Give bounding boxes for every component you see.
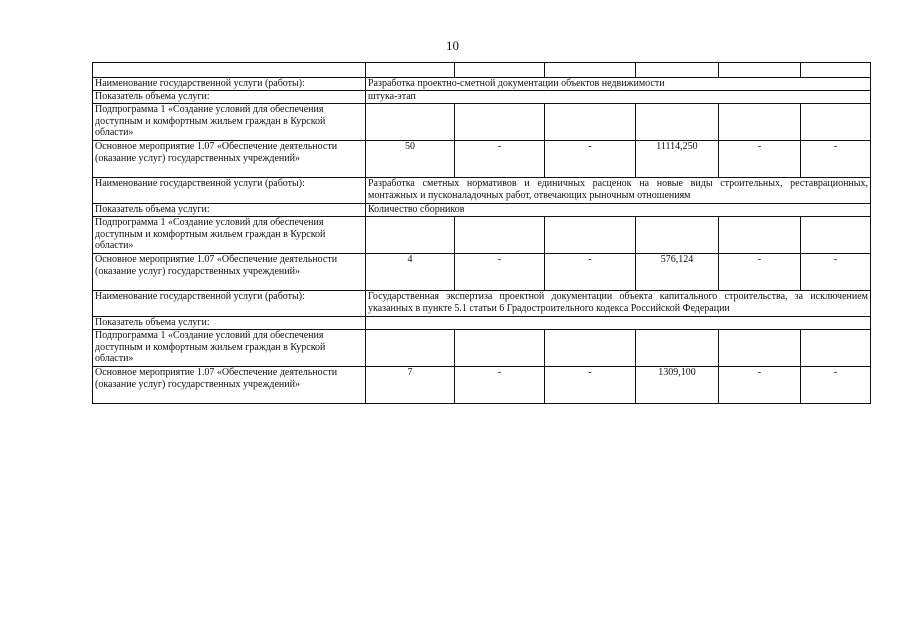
value-cell: - bbox=[545, 254, 636, 291]
service-name-value: Разработка проектно-сметной документации объектов недвижимости bbox=[366, 78, 871, 91]
indicator-row bbox=[93, 204, 871, 217]
value-cell: - bbox=[455, 254, 545, 291]
indicator-row bbox=[93, 317, 871, 330]
activity-row bbox=[93, 254, 871, 291]
activity-label: Основное мероприятие 1.07 «Обеспечение деятельности (оказание услуг) государственных учреждений» bbox=[93, 254, 366, 291]
value-cell: 50 bbox=[366, 141, 455, 178]
indicator-label: Показатель объема услуги: bbox=[93, 317, 366, 330]
value-cell: 4 bbox=[366, 254, 455, 291]
activity-row bbox=[93, 367, 871, 404]
activity-label: Основное мероприятие 1.07 «Обеспечение деятельности (оказание услуг) государственных учреждений» bbox=[93, 367, 366, 404]
value-cell: - bbox=[719, 141, 801, 178]
service-name-label: Наименование государственной услуги (работы): bbox=[93, 291, 366, 317]
service-name-label: Наименование государственной услуги (работы): bbox=[93, 178, 366, 204]
value-cell: - bbox=[455, 367, 545, 404]
service-name-label: Наименование государственной услуги (работы): bbox=[93, 78, 366, 91]
value-cell: - bbox=[719, 254, 801, 291]
value-cell: 7 bbox=[366, 367, 455, 404]
service-name-row bbox=[93, 178, 871, 204]
activity-row bbox=[93, 141, 871, 178]
activity-label: Основное мероприятие 1.07 «Обеспечение деятельности (оказание услуг) государственных учреждений» bbox=[93, 141, 366, 178]
indicator-value: Количество сборников bbox=[366, 204, 871, 217]
value-cell: - bbox=[545, 141, 636, 178]
service-table bbox=[92, 62, 871, 404]
subprogram-row bbox=[93, 217, 871, 254]
indicator-label: Показатель объема услуги: bbox=[93, 91, 366, 104]
value-cell: - bbox=[455, 141, 545, 178]
subprogram-label: Подпрограмма 1 «Создание условий для обеспечения доступным и комфортным жильем граждан в Курской области» bbox=[93, 217, 366, 254]
page-number: 10 bbox=[446, 38, 459, 53]
value-cell: - bbox=[801, 141, 871, 178]
value-cell: - bbox=[801, 254, 871, 291]
value-cell: - bbox=[545, 367, 636, 404]
value-cell: - bbox=[719, 367, 801, 404]
table-header-row bbox=[93, 63, 871, 78]
value-cell: 11114,250 bbox=[636, 141, 719, 178]
subprogram-row bbox=[93, 104, 871, 141]
service-name-row bbox=[93, 291, 871, 317]
indicator-row bbox=[93, 91, 871, 104]
indicator-label: Показатель объема услуги: bbox=[93, 204, 366, 217]
service-name-value: Разработка сметных нормативов и единичных расценок на новые виды строительных, реставрационных, монтажных и пусконаладочных работ, отвечающих рыночным отношениям bbox=[366, 178, 871, 204]
subprogram-label: Подпрограмма 1 «Создание условий для обеспечения доступным и комфортным жильем граждан в Курской области» bbox=[93, 104, 366, 141]
subprogram-label: Подпрограмма 1 «Создание условий для обеспечения доступным и комфортным жильем граждан в Курской области» bbox=[93, 330, 366, 367]
value-cell: - bbox=[801, 367, 871, 404]
service-name-value: Государственная экспертиза проектной документации объекта капитального строительства, за исключением указанных в пункте 5.1 статьи 6 Градостроительного кодекса Российской Федерации bbox=[366, 291, 871, 317]
value-cell: 1309,100 bbox=[636, 367, 719, 404]
service-name-row bbox=[93, 78, 871, 91]
subprogram-row bbox=[93, 330, 871, 367]
value-cell: 576,124 bbox=[636, 254, 719, 291]
indicator-value: штука-этап bbox=[366, 91, 871, 104]
indicator-value bbox=[366, 317, 871, 330]
